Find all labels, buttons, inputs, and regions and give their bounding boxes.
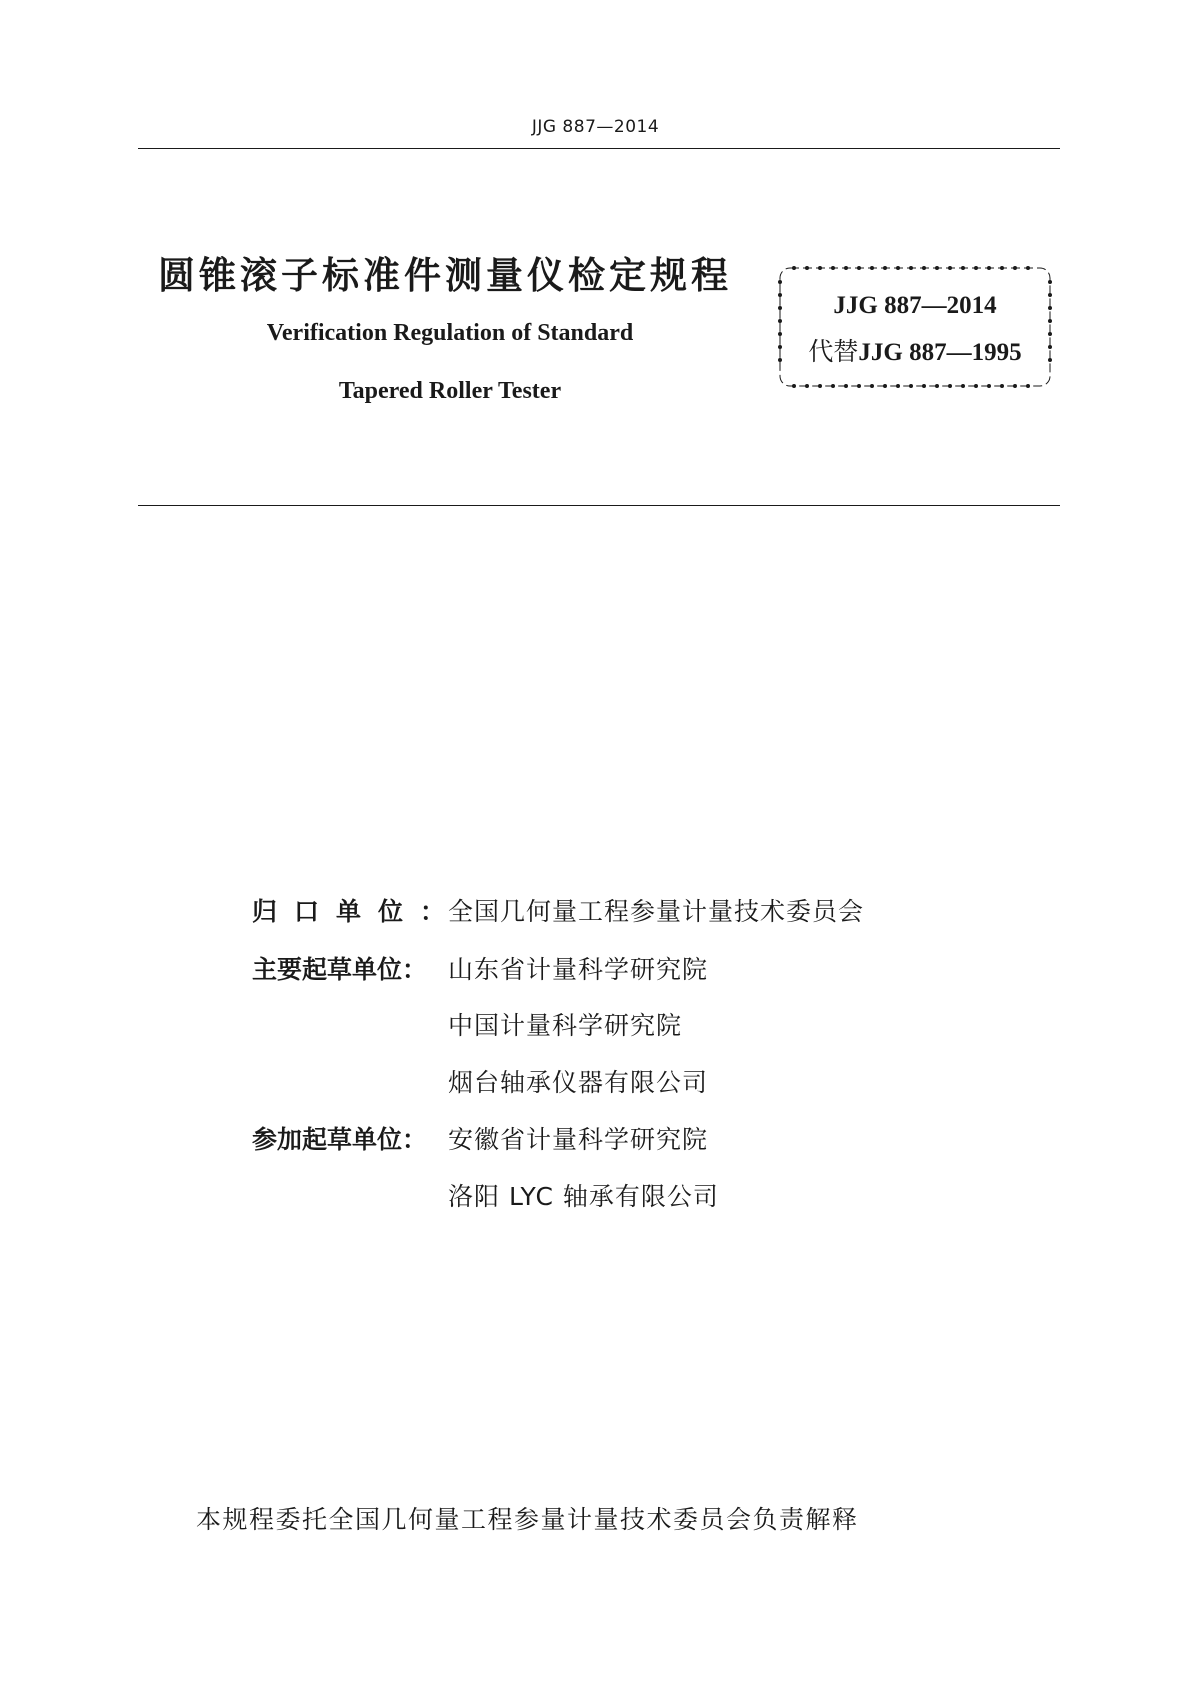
participating-drafting-unit-2: 洛阳 LYC 轴承有限公司 [448,1182,719,1211]
frame-dot [844,266,848,270]
frame-dot [1013,384,1017,388]
participating-drafting-unit-label: 参加起草单位： [252,1125,428,1154]
replaces-prefix: 代替 [808,337,859,366]
frame-dot [870,384,874,388]
frame-dot [1026,384,1030,388]
frame-dot [844,384,848,388]
interpretation-note: 本规程委托全国几何量工程参量计量技术委员会负责解释 [196,1505,859,1534]
frame-dot [909,384,913,388]
replaced-standard-code: JJG 887—1995 [858,339,1022,366]
frame-dot [987,266,991,270]
frame-dot [987,384,991,388]
frame-dot [883,384,887,388]
responsible-unit-label: 归口单位： [252,897,463,926]
frame-dot [805,266,809,270]
frame-dot [1000,384,1004,388]
frame-dot [909,266,913,270]
standard-code: JJG 887—2014 [833,292,997,319]
frame-dot [922,266,926,270]
frame-dot [792,384,796,388]
main-drafting-unit-1: 山东省计量科学研究院 [448,955,709,984]
frame-dot [778,280,782,284]
standard-code-box [776,264,1054,390]
frame-dot [935,384,939,388]
frame-dot [1026,266,1030,270]
participating-drafting-unit-1: 安徽省计量科学研究院 [448,1125,709,1154]
responsible-unit-value: 全国几何量工程参量计量技术委员会 [448,897,865,926]
main-drafting-unit-3: 烟台轴承仪器有限公司 [448,1068,709,1097]
frame-dot [857,384,861,388]
document-title-english-line-1: Verification Regulation of Standard [266,320,634,346]
main-drafting-unit-label: 主要起草单位： [252,955,428,984]
frame-dot [831,266,835,270]
frame-dot [792,266,796,270]
participating-drafting-unit-row [252,1123,709,1157]
frame-dot [948,266,952,270]
frame-dot [974,266,978,270]
frame-dot [818,384,822,388]
frame-dot [922,384,926,388]
frame-dot [818,266,822,270]
replaces-standard [776,332,1054,368]
frame-dot [961,266,965,270]
decorative-border-frame [776,264,1054,390]
document-title-english-line-2: Tapered Roller Tester [338,378,562,404]
main-drafting-unit-2: 中国计量科学研究院 [448,1011,683,1040]
title-section-rule [138,505,1060,506]
frame-dot [831,384,835,388]
frame-dot [870,266,874,270]
document-title-chinese: 圆锥滚子标准件测量仪检定规程 [158,254,732,297]
frame-dot [935,266,939,270]
frame-dot [961,384,965,388]
frame-dot [896,266,900,270]
frame-dot [1013,266,1017,270]
frame-dot [948,384,952,388]
header-rule [138,148,1060,149]
frame-dot [1000,266,1004,270]
responsible-unit-row [252,895,865,929]
frame-dot [883,266,887,270]
frame-dot [1048,280,1052,284]
frame-dot [857,266,861,270]
frame-dot [974,384,978,388]
main-drafting-unit-row [252,953,709,987]
running-header-code: JJG 887—2014 [531,117,660,137]
frame-dot [896,384,900,388]
frame-dot [805,384,809,388]
